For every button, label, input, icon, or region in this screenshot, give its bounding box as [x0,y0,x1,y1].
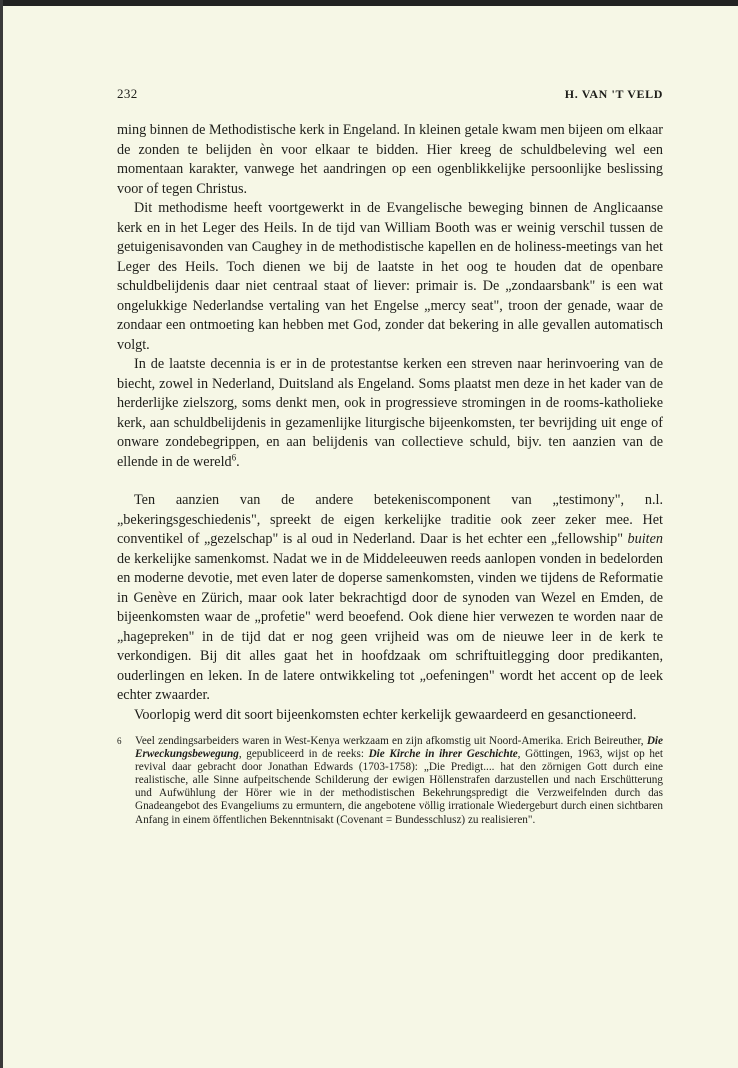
footnote-6 [117,735,663,827]
paragraph-4-emphasis: buiten [627,531,663,547]
footnote-ref-6[interactable]: 6 [231,451,237,462]
footnote-text-1: Veel zendingsarbeiders waren in West-Kenya werkzaam en zijn afkomstig uit Noord-Amerika. Erich Beireuther, [135,735,647,747]
footnote-title-1: Die Erweckungsbewegung [135,735,663,761]
paragraph-1: ming binnen de Methodistische kerk in Engeland. In kleinen getale kwam men bijeen om elkaar de zonden te belijden èn voor elkaar te bidden. Hier kreeg de schuldbeleving wel een momentaan karakter, vanwege het aandringen op een ogenblikkelijke persoonlijke beslissing voor of tegen Christus. [117,122,663,197]
section-gap [117,472,663,491]
footnote-number: 6 [117,736,122,746]
page-header [117,86,663,102]
paragraph-3-end: . [236,453,240,470]
page-number: 232 [117,86,138,101]
running-head: H. VAN 'T VELD [564,87,663,101]
footnote-text-3: , Göttingen, 1963, wijst op het revival daar gebracht door Jonathan Edwards (1703-1758): „Die Predigt.... hat den zörnigen Gott durch eine realistische, alle Sinne aufpeitschende Schilderung der ewigen Höllenstrafen darzustellen und nach Erschütterung und Aufwühlung der Hörer wie in der methodistischen Bekehrungspredigt die Verzweifelnden durch das Gnadeangebot des Evangeliums zu ermuntern, die angebotene völlig irrationale Wiedergeburt durch einen sichtbaren Anfang in einem öffentlichen Bekenntnisakt (Covenant = Bundesschlusz) zu realisieren". [135,748,664,826]
paragraph-4-text-b: de kerkelijke samenkomst. Nadat we in de Middeleeuwen reeds aanlopen vonden in bedelorden en moderne devotie, met even later de doperse samenkomsten, vinden we tijdens de Reformatie in Genève en Zürich, maar ook later bekrachtigd door de synoden van Wezel en Emden, de bijeenkomsten waar de „profetie" werd beoefend. Ook diene hier verwezen te worden naar de „hagepreken" in de tijd dat er nog geen vrijheid was om de nieuwe leer in de kerk te verkondigen. Bij dit alles gaat het in hoofdzaak om schriftuitlegging door predikanten, ouderlingen en leken. In de latere ontwikkeling tot „oefeningen" wordt het accent op de leek echter zwaarder. [117,550,663,703]
paragraph-3 [117,355,663,472]
footnote-text-2: , gepubliceerd in de reeks: [238,748,369,761]
paragraph-2: Dit methodisme heeft voortgewerkt in de Evangelische beweging binnen de Anglicaanse kerk en in het Leger des Heils. In de tijd van William Booth was er weinig verschil tussen de getuigenisavonden van Caughey in de methodistische kapellen en de holiness-meetings van het Leger des Heils. Toch dienen we bij de laatste in het oog te houden dat de openbare schuldbelijdenis daar niet centraal staat of liever: primair is. De „zondaarsbank" is een wat ongelukkige Nederlandse vertaling van het Engelse „mercy seat", troon der genade, waar de zondaar een ontmoeting kan hebben met God, zonder dat bekering in alle gevallen automatisch volgt. [117,200,663,353]
footnote-title-2: Die Kirche in ihrer Geschichte [368,748,518,761]
paragraph-5: Voorlopig werd dit soort bijeenkomsten echter kerkelijk gewaardeerd en gesanctioneerd. [134,706,637,723]
page [117,86,663,827]
page-left-border [0,0,3,1068]
body-text [117,121,663,725]
paragraph-4 [117,491,663,706]
paragraph-3-text: In de laatste decennia is er in de protestantse kerken een streven naar herinvoering van de biecht, zowel in Nederland, Duitsland als Engeland. Soms plaatst men deze in het kader van de herderlijke zielszorg, soms denkt men, ook in progressieve stromingen in de rooms-katholieke kerk, aan schuldbelijdenis in gezamenlijke liturgische bijeenkomsten, ter bevrijding uit enge of onware zondebegrippen, en aan belijdenis van collectieve schuld, bijv. ten aanzien van de ellende in de wereld [117,356,663,470]
paragraph-4-text-a: Ten aanzien van de andere betekeniscomponent van „testimony", n.l. „bekeringsgeschiedenis", spreekt de eigen kerkelijke traditie ook zeer zeker mee. Het conventikel of „gezelschap" is al oud in Nederland. Daar is het echter een „fellowship" [117,492,663,547]
page-top-border [0,0,738,6]
